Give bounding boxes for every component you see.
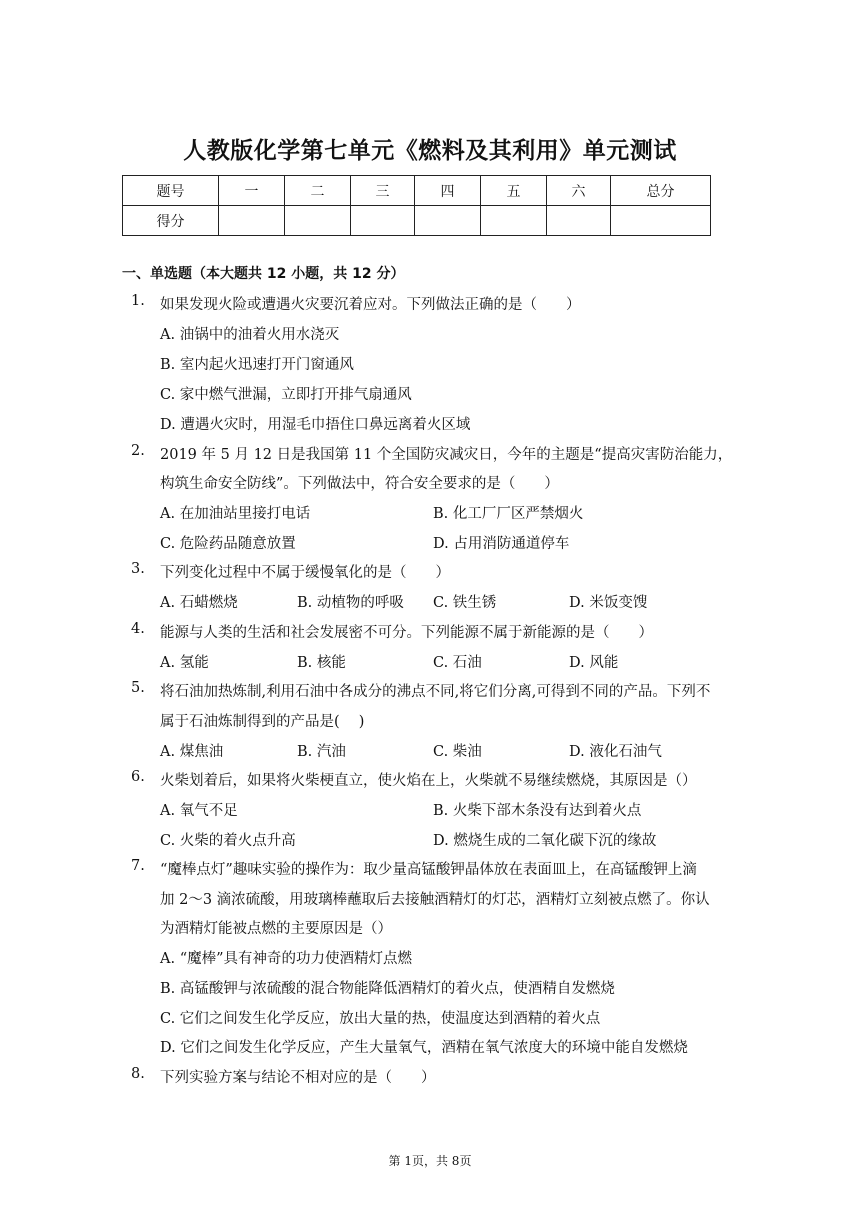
question-stem: “魔棒点灯”趣味实验的操作为：取少量高锰酸钾晶体放在表面皿上，在高锰酸钾上滴 [160, 862, 697, 878]
score-header-cell: 题号 [123, 176, 219, 206]
option-a: A. 氧气不足 [160, 803, 238, 819]
option-c: C. 危险药品随意放置 [160, 536, 296, 552]
question-number: 5. [131, 680, 145, 696]
option-c: C. 石油 [433, 655, 482, 671]
option-b: B. 化工厂厂区严禁烟火 [433, 506, 584, 522]
score-cell [547, 206, 611, 236]
option-c: C. 柴油 [433, 744, 482, 760]
option-d: D. 液化石油气 [569, 744, 662, 760]
question-number: 3. [131, 561, 145, 577]
score-cell [219, 206, 285, 236]
option-d: D. 米饭变馊 [569, 595, 648, 611]
question-number: 6. [131, 769, 145, 785]
section-heading: 一、单选题（本大题共 12 小题，共 12 分） [122, 266, 405, 282]
question-stem: 下列实验方案与结论不相对应的是（ ） [160, 1070, 436, 1086]
option-b: B. 汽油 [297, 744, 346, 760]
question-stem: 下列变化过程中不属于缓慢氧化的是（ ） [160, 565, 450, 581]
option-a: A. 油锅中的油着火用水浇灭 [160, 327, 340, 343]
option-c: C. 家中燃气泄漏，立即打开排气扇通风 [160, 387, 412, 403]
score-header-cell: 四 [415, 176, 481, 206]
option-b: B. 室内起火迅速打开门窗通风 [160, 357, 354, 373]
option-a: A. 石蜡燃烧 [160, 595, 238, 611]
question-number: 4. [131, 621, 145, 637]
question-stem: 2019 年 5 月 12 日是我国第 11 个全国防灾减灾日，今年的主题是“提高灾害防治能力， [160, 447, 733, 463]
score-header-cell: 总分 [611, 176, 711, 206]
score-header-cell: 六 [547, 176, 611, 206]
score-table [122, 175, 711, 236]
question-stem: 能源与人类的生活和社会发展密不可分。下列能源不属于新能源的是（ ） [160, 625, 653, 641]
question-stem-continued: 加 2～3 滴浓硫酸，用玻璃棒蘸取后去接触酒精灯的灯芯，酒精灯立刻被点燃了。你认 [160, 892, 710, 908]
question-stem-continued: 构筑生命安全防线”。下列做法中，符合安全要求的是（ ） [160, 476, 559, 492]
score-table-score-row [123, 206, 711, 236]
option-b: B. 核能 [297, 655, 346, 671]
score-row-label: 得分 [123, 206, 219, 236]
option-b: B. 动植物的呼吸 [297, 595, 404, 611]
option-b: B. 高锰酸钾与浓硫酸的混合物能降低酒精灯的着火点，使酒精自发燃烧 [160, 981, 615, 997]
question-stem: 火柴划着后，如果将火柴梗直立，使火焰在上，火柴就不易继续燃烧，其原因是（） [160, 773, 697, 789]
option-d: D. 占用消防通道停车 [433, 536, 570, 552]
question-stem-continued: 为酒精灯能被点燃的主要原因是（） [160, 921, 392, 937]
option-b: B. 火柴下部木条没有达到着火点 [433, 803, 642, 819]
score-header-cell: 二 [285, 176, 351, 206]
option-a: A. “魔棒”具有神奇的功力使酒精灯点燃 [160, 951, 413, 967]
option-c: C. 铁生锈 [433, 595, 497, 611]
score-header-cell: 三 [351, 176, 415, 206]
score-cell [351, 206, 415, 236]
option-c: C. 它们之间发生化学反应，放出大量的热，使温度达到酒精的着火点 [160, 1011, 601, 1027]
option-d: D. 遭遇火灾时，用湿毛巾捂住口鼻远离着火区域 [160, 417, 471, 433]
question-stem: 如果发现火险或遭遇火灾要沉着应对。下列做法正确的是（ ） [160, 297, 581, 313]
question-number: 2. [131, 443, 145, 459]
question-number: 7. [131, 858, 145, 874]
option-c: C. 火柴的着火点升高 [160, 833, 296, 849]
option-d: D. 风能 [569, 655, 619, 671]
option-a: A. 煤焦油 [160, 744, 224, 760]
question-stem-continued: 属于石油炼制得到的产品是( ) [160, 714, 365, 730]
score-table-header-row [123, 176, 711, 206]
option-a: A. 在加油站里接打电话 [160, 506, 311, 522]
option-d: D. 燃烧生成的二氧化碳下沉的缘故 [433, 833, 657, 849]
question-number: 8. [131, 1066, 145, 1082]
option-d: D. 它们之间发生化学反应，产生大量氧气，酒精在氧气浓度大的环境中能自发燃烧 [160, 1040, 688, 1056]
score-cell [285, 206, 351, 236]
page-title: 人教版化学第七单元《燃料及其利用》单元测试 [183, 138, 677, 164]
score-header-cell: 一 [219, 176, 285, 206]
score-cell [415, 206, 481, 236]
question-number: 1. [131, 293, 145, 309]
page-footer: 第 1页，共 8页 [388, 1154, 472, 1168]
question-stem: 将石油加热炼制,利用石油中各成分的沸点不同,将它们分离,可得到不同的产品。下列不 [160, 684, 711, 700]
score-cell [481, 206, 547, 236]
option-a: A. 氢能 [160, 655, 209, 671]
score-header-cell: 五 [481, 176, 547, 206]
score-cell [611, 206, 711, 236]
